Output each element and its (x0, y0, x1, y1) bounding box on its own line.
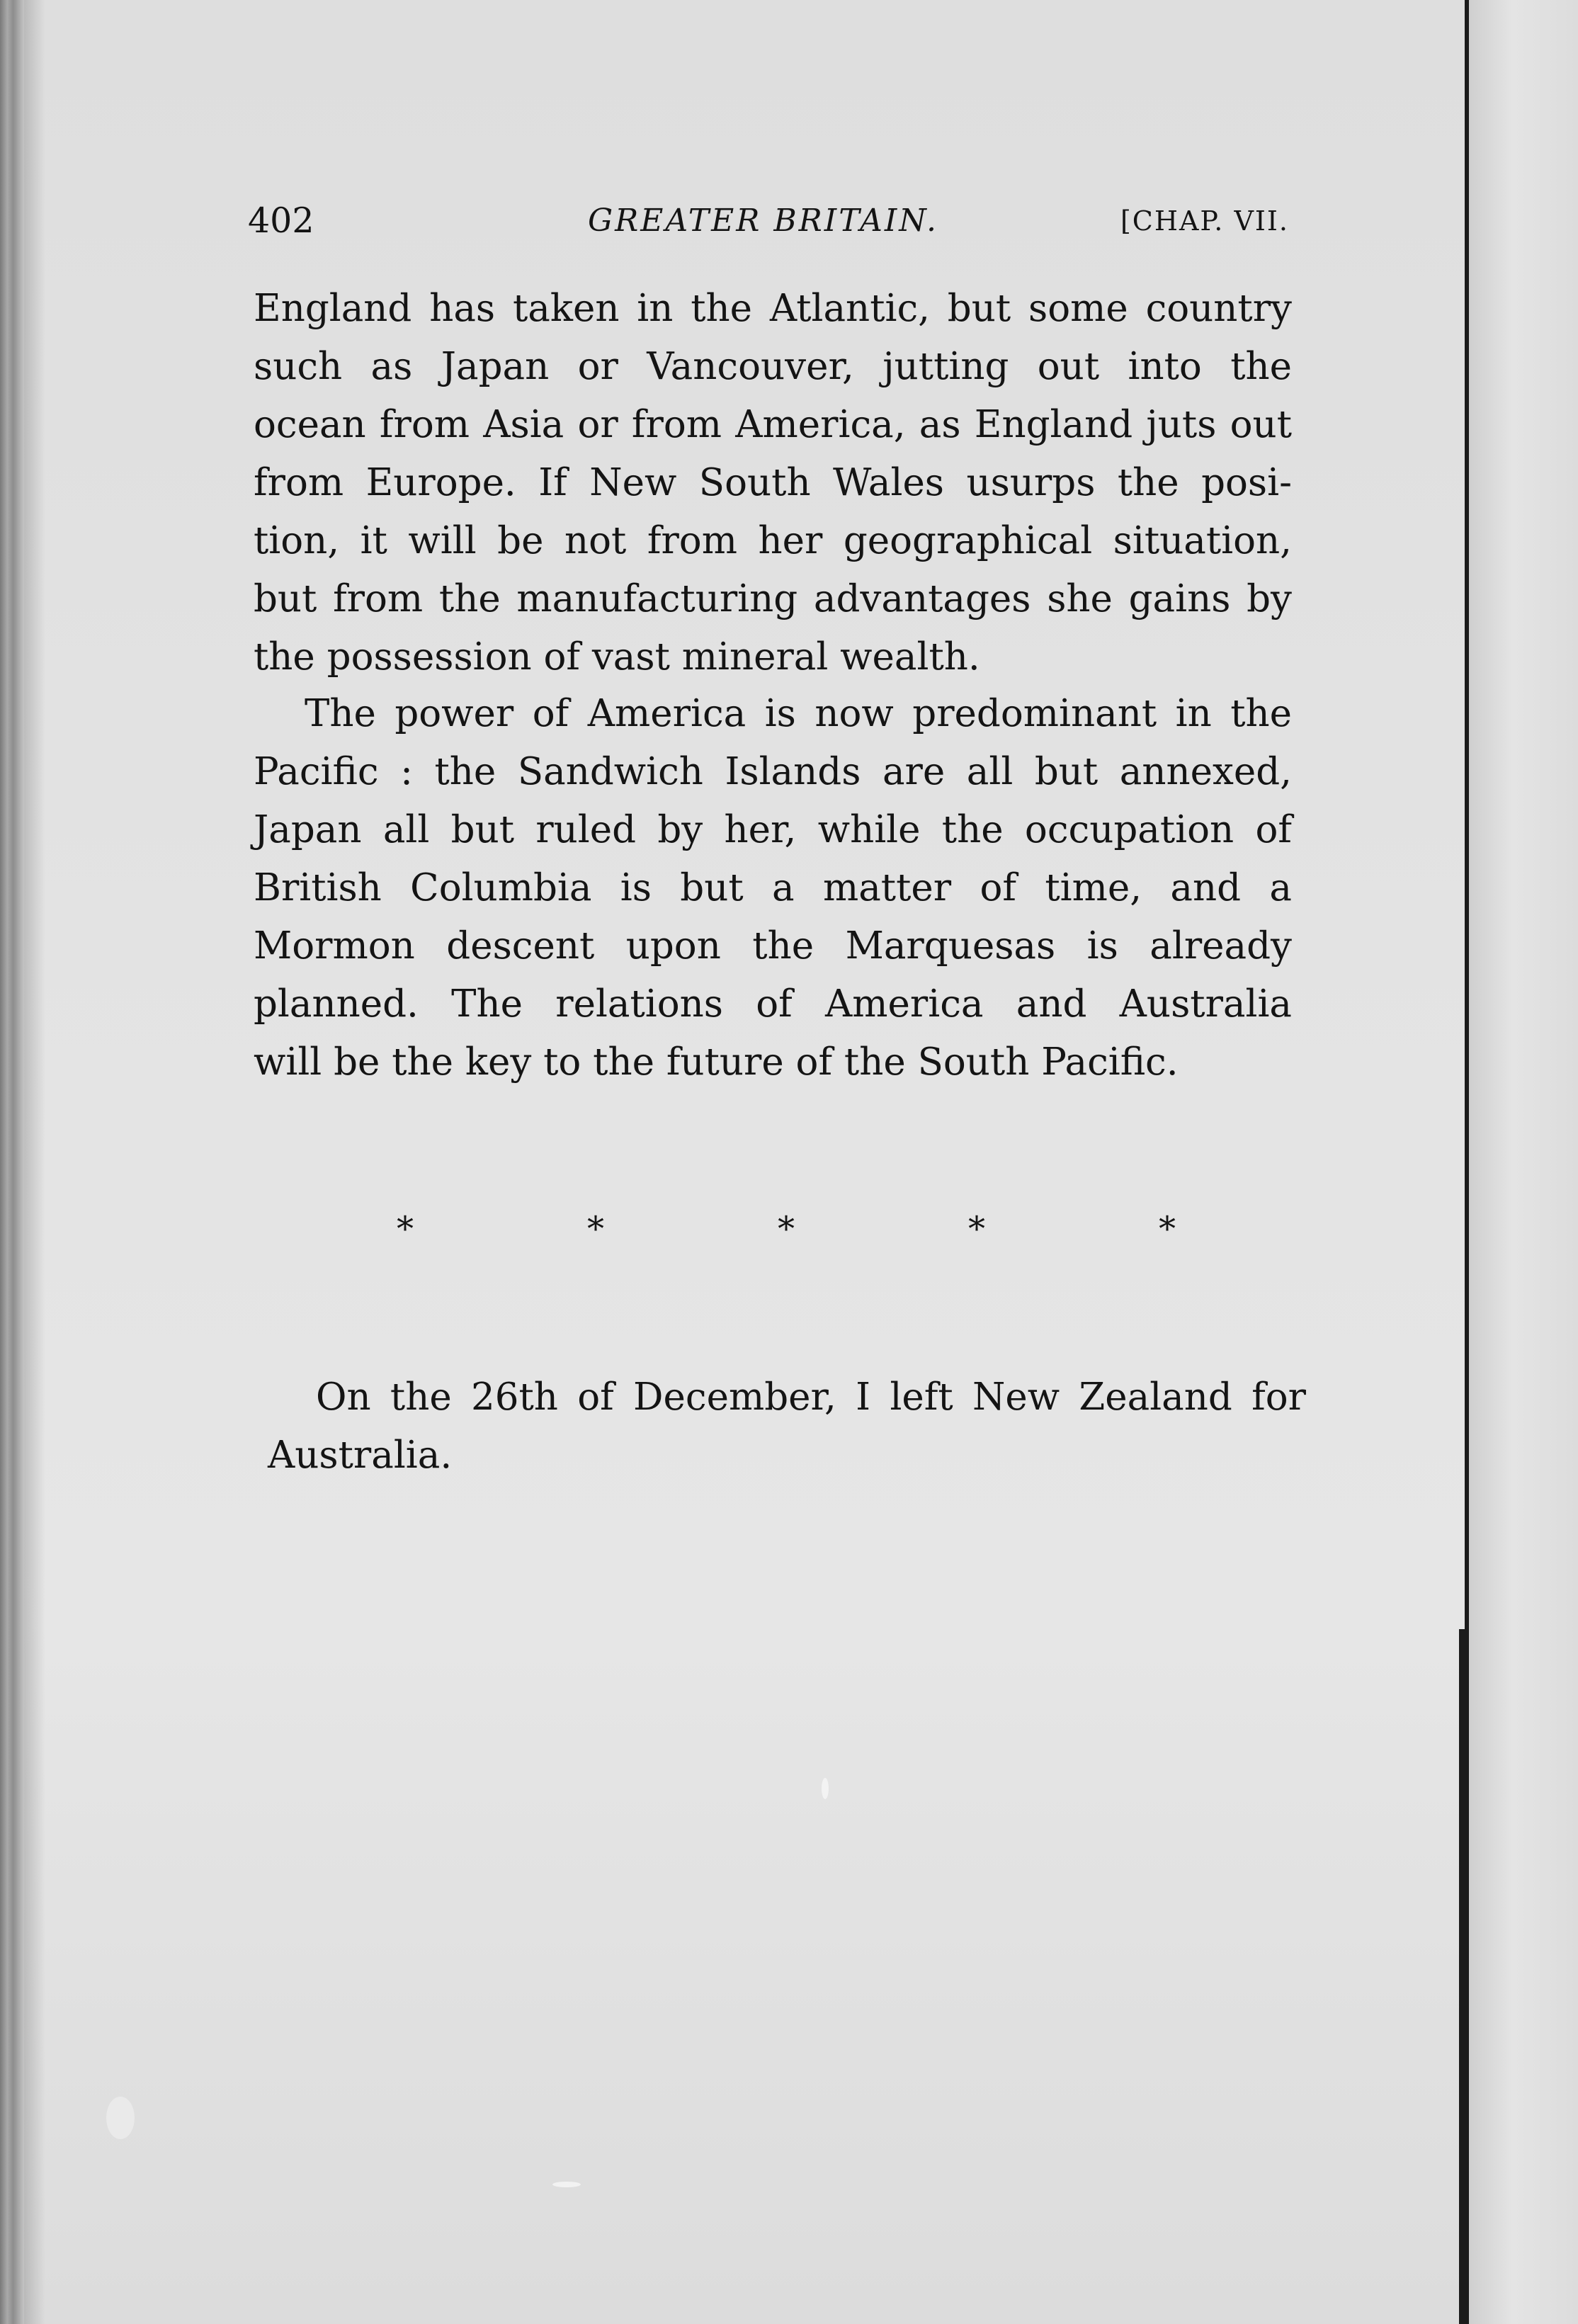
paragraph-3 (268, 1368, 1306, 1485)
text-line: planned. The relations of America and Australia (254, 982, 1292, 1026)
text-line: England has taken in the Atlantic, but some country (254, 287, 1292, 330)
text-line: but from the manufacturing advantages she gains by (254, 577, 1292, 620)
text-line: Mormon descent upon the Marquesas is already (254, 924, 1292, 968)
asterisk: * (1159, 1209, 1176, 1249)
running-head: GREATER BRITAIN. (588, 203, 938, 239)
paper-speck (822, 1778, 829, 1799)
paragraph-1 (254, 280, 1292, 686)
text-line: British Columbia is but a matter of time, and a (254, 866, 1292, 909)
chapter-reference: [CHAP. VII. (1120, 205, 1289, 237)
text-line: Australia. (268, 1434, 453, 1477)
gutter-line-lower (1459, 1629, 1469, 2324)
text-line: from Europe. If New South Wales usurps the posi- (254, 461, 1292, 504)
text-line: Pacific : the Sandwich Islands are all but annexed, (254, 750, 1292, 793)
text-line: such as Japan or Vancouver, jutting out into the (254, 345, 1292, 388)
section-break-asterisms (397, 1204, 1176, 1254)
paper-speck (106, 2097, 135, 2139)
asterisk: * (778, 1209, 795, 1249)
asterisk: * (587, 1209, 604, 1249)
text-line: tion, it will be not from her geographical situation, (254, 519, 1292, 562)
text-line: Japan all but ruled by her, while the occupation of (254, 808, 1292, 851)
text-line: The power of America is now predominant in the (305, 692, 1292, 735)
asterisk: * (968, 1209, 985, 1249)
page-header (248, 200, 1289, 242)
binding-edge (0, 0, 24, 2324)
asterisk: * (397, 1209, 414, 1249)
right-margin-strip (1469, 0, 1578, 2324)
text-line: On the 26th of December, I left New Zealand for (316, 1376, 1306, 1419)
paragraph-2 (254, 685, 1292, 1092)
text-line: will be the key to the future of the South Pacific. (254, 1041, 1179, 1084)
binding-shadow (24, 0, 45, 2324)
text-line: the possession of vast mineral wealth. (254, 635, 980, 679)
paper-speck (552, 2182, 581, 2187)
text-line: ocean from Asia or from America, as England juts out (254, 403, 1292, 446)
page-number: 402 (248, 200, 314, 241)
